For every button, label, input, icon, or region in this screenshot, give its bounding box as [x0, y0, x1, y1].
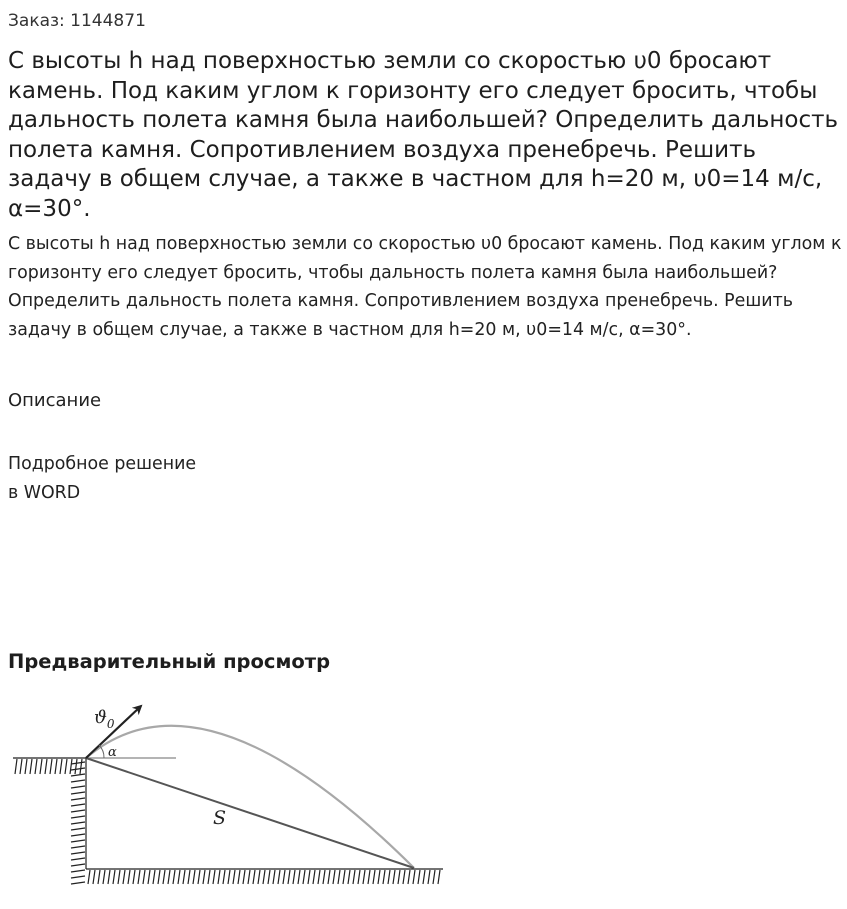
displacement-line — [86, 758, 414, 868]
velocity-symbol: ϑ — [94, 707, 107, 728]
solution-line-2: в WORD — [8, 483, 81, 503]
description-label: Описание — [8, 390, 102, 411]
velocity-label — [94, 707, 115, 731]
velocity-subscript: 0 — [106, 717, 115, 731]
cliff-top-hatching — [13, 758, 86, 774]
preview-heading: Предварительный просмотр — [8, 650, 331, 673]
problem-title: С высоты h над поверхностью земли со скоростью υ0 бросают камень. Под каким углом к горизонту его следует бросить, чтобы дальность полета камня была наибольшей? Определить дальность полета камня. Сопротивлением воздуха пренебречь. Решить задачу в общем случае, а также в частном для h=20 м, υ0=14 м/с, α=30°. — [8, 48, 839, 222]
solution-info — [8, 450, 196, 508]
solution-line-1: Подробное решение — [8, 454, 197, 474]
problem-description: С высоты h над поверхностью земли со скоростью υ0 бросают камень. Под каким углом к горизонту его следует бросить, чтобы дальность полета камня была наибольшей? Определить дальность полета камня. Сопротивлением воздуха пренебречь. Решить задачу в общем случае, а также в частном для h=20 м, υ0=14 м/с, α=30°. — [8, 234, 842, 340]
angle-label: α — [108, 745, 117, 760]
ground-hatching — [86, 869, 443, 884]
cliff-wall — [71, 758, 86, 884]
distance-label: S — [213, 807, 227, 829]
projectile-diagram — [0, 690, 460, 900]
order-number: Заказ: 1144871 — [8, 11, 146, 31]
trajectory-curve — [86, 726, 414, 868]
